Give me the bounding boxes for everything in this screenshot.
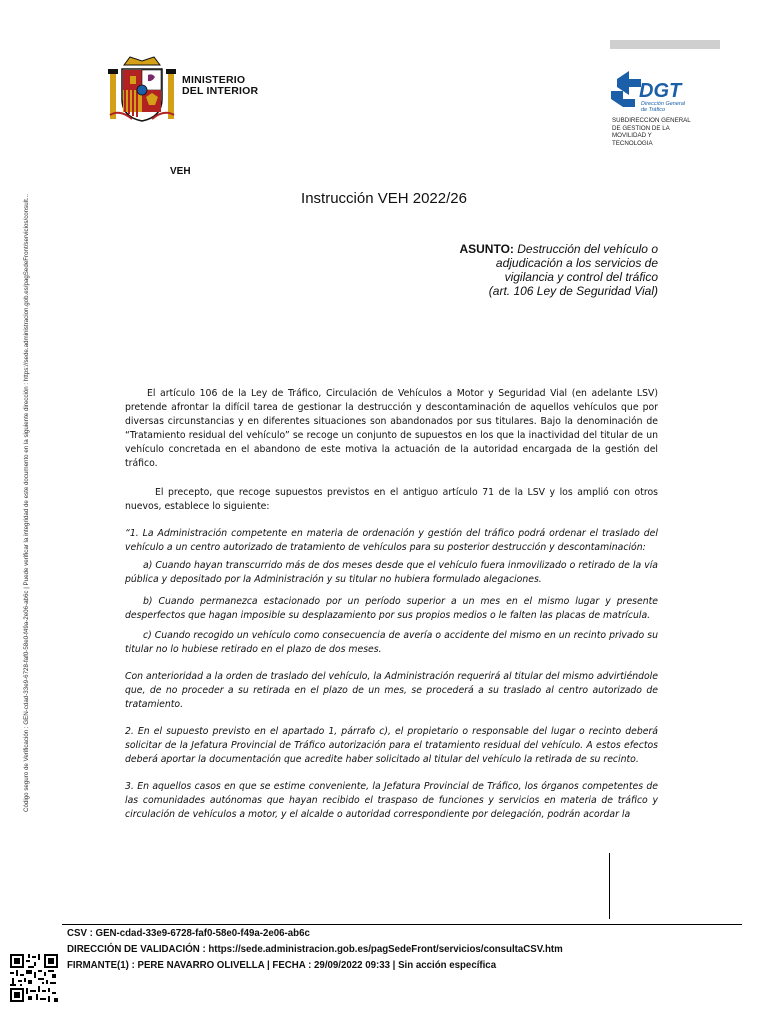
document-title: Instrucción VEH 2022/26 <box>301 190 467 207</box>
footer-validation-url[interactable]: DIRECCIÓN DE VALIDACIÓN : https://sede.administracion.gob.es/pagSedeFront/servicios/consultaCSV.htm <box>67 944 563 955</box>
quote-paragraph-1: “1. La Administración competente en materia de ordenación y gestión del tráfico podrá ordenar el traslado del vehículo a un centro autorizado de tratamiento de vehículos para su posterior destrucción y descontaminación: <box>125 528 658 553</box>
qr-code-icon <box>10 954 58 1002</box>
footer-divider <box>62 924 742 925</box>
footer-signer: FIRMANTE(1) : PERE NAVARRO OLIVELLA | FECHA : 29/09/2022 09:33 | Sin acción específica <box>67 960 497 971</box>
asunto-block <box>400 242 658 298</box>
ministry-name-line1: MINISTERIO <box>182 74 246 86</box>
ministry-name <box>182 75 258 97</box>
dgt-logo-sub1: Dirección General <box>641 101 686 107</box>
dgt-subdirectorate-line: DE GESTION DE LA <box>612 124 670 132</box>
dgt-subdirectorate <box>612 117 712 147</box>
quote-paragraph-2: 2. En el supuesto previsto en el apartado 1, párrafo c), el propietario o responsable del lugar o recinto deberá solicitar de la Jefatura Provincial de Tráfico autorización para el tratamiento residual del vehículo. A estos efectos deberá aportar la documentación que acredite haber solicitado al titular del vehículo la retirada de su recinto. <box>125 726 658 765</box>
asunto-line2: adjudicación a los servicios de <box>495 256 658 270</box>
top-gray-bar <box>610 40 720 49</box>
quote-paragraph-con: Con anterioridad a la orden de traslado del vehículo, la Administración requerirá al titular del mismo advirtiéndole que, de no proceder a su retirada en el plazo de un mes, se procederá a su traslado al centro autorizado de tratamiento. <box>125 671 658 710</box>
dgt-subdirectorate-line: MOVILIDAD Y <box>612 132 652 139</box>
asunto-line <box>400 284 658 298</box>
sidebar-verification-text: Código seguro de Verificación : GEN-cdad-33e9-6728-faf0-58e0-f49a-2e06-ab6c | Puede verificar la integridad de este documento en la siguiente dirección : https://sede.administracion.gob.es/pagSedeFront/servicios/consult... <box>23 194 30 812</box>
veh-label: VEH <box>170 166 191 177</box>
dgt-logo-sub2: de Tráfico <box>641 107 666 113</box>
dgt-subdirectorate-line: SUBDIRECCION GENERAL <box>612 117 691 124</box>
asunto-line4: (art. 106 Ley de Seguridad Vial) <box>488 284 658 298</box>
quote-item-a: a) Cuando hayan transcurrido más de dos meses desde que el vehículo fuera inmovilizado o retirado de la vía pública y depositado por la Administración y su titular no hubiera formulado alegaciones. <box>125 560 658 585</box>
asunto-line <box>400 242 658 256</box>
dgt-subdirectorate-line: TECNOLOGIA <box>612 139 653 147</box>
asunto-colon: : <box>509 242 518 256</box>
asunto-line1: Destrucción del vehículo o <box>517 242 658 256</box>
signature-divider <box>609 853 610 919</box>
paragraph-2: El precepto, que recoge supuestos previstos en el antiguo artículo 71 de la LSV y los amplió con otros nuevos, establece lo siguiente: <box>125 487 658 512</box>
dgt-logo-text: DGT <box>639 80 682 102</box>
asunto-line3: vigilancia y control del tráfico <box>504 270 658 284</box>
paragraph-1: El artículo 106 de la Ley de Tráfico, Circulación de Vehículos a Motor y Seguridad Vial (en adelante LSV) pretende afrontar la difícil tarea de gestionar la destrucción y descontaminación de aquellos vehículos que por diversas circunstancias y en diferentes situaciones son abandonados por sus titulares. Bajo la denominación de “Tratamiento residual del vehículo” se recoge un conjunto de supuestos en los que la inactividad del titular de un vehículo concretada en el abandono de este motiva la actuación de la autoridad encargada de la gestión del tráfico. <box>125 388 658 469</box>
asunto-line <box>400 256 658 270</box>
dgt-logo <box>609 69 704 113</box>
quote-item-c: c) Cuando recogido un vehículo como consecuencia de avería o accidente del mismo en un recinto privado su titular no lo hubiese retirado en el plazo de dos meses. <box>125 630 658 655</box>
quote-paragraph-3: 3. En aquellos casos en que se estime conveniente, la Jefatura Provincial de Tráfico, los órganos competentes de las comunidades autónomas que hayan recibido el traspaso de funciones y servicios en materia de tráfico y circulación de vehículos a motor, y el alcalde o autoridad correspondiente por delegación, podrán acordar la <box>125 781 658 820</box>
asunto-line <box>400 270 658 284</box>
asunto-label: ASUNTO <box>459 242 510 256</box>
quote-item-b: b) Cuando permanezca estacionado por un período superior a un mes en el mismo lugar y presente desperfectos que hagan imposible su desplazamiento por sus propios medios o le falten las placas de matrícula. <box>125 596 658 621</box>
footer-csv: CSV : GEN-cdad-33e9-6728-faf0-58e0-f49a-2e06-ab6c <box>67 928 310 939</box>
ministry-name-line2: DEL INTERIOR <box>182 85 259 97</box>
